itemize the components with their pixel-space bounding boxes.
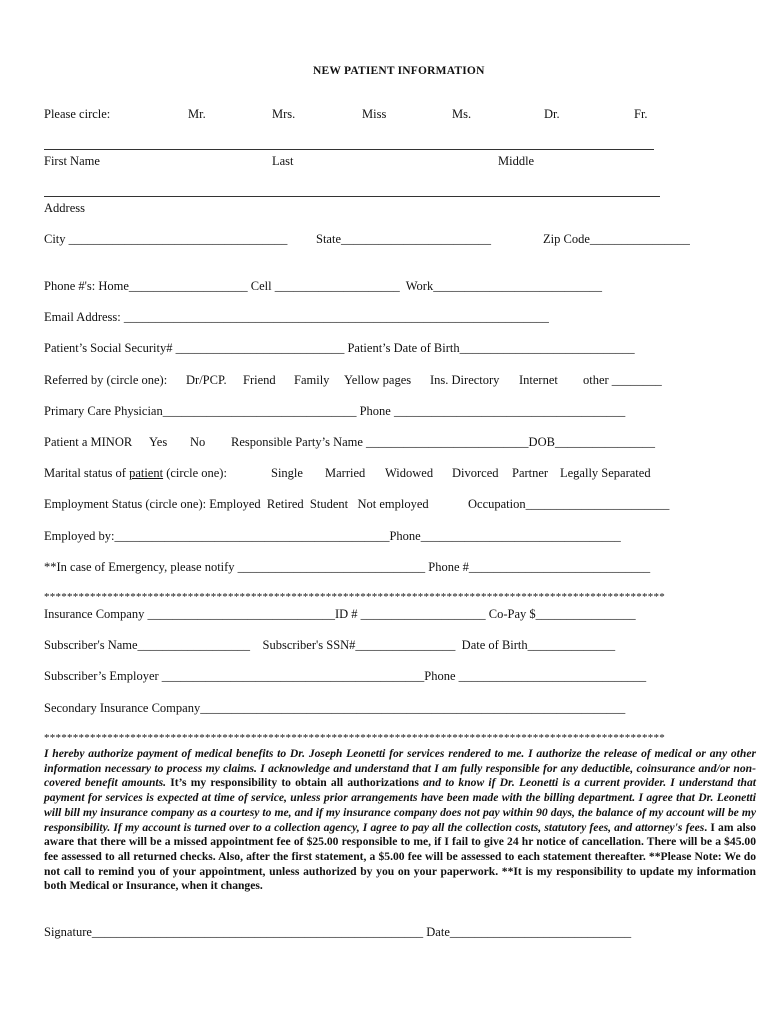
pcp-field[interactable]: Primary Care Physician_______________________________ Phone _____________________________________ xyxy=(44,404,626,418)
marital-option-widowed[interactable]: Widowed xyxy=(385,466,434,480)
zip-field[interactable]: Zip Code________________ xyxy=(543,232,690,246)
subscriber-field[interactable]: Subscriber's Name__________________ Subscriber's SSN#________________ Date of Birth______________ xyxy=(44,638,616,652)
title-option-dr[interactable]: Dr. xyxy=(544,107,560,121)
referred-option-ins-directory[interactable]: Ins. Directory xyxy=(430,373,500,387)
referred-option-other[interactable]: other ________ xyxy=(583,373,662,387)
address-line[interactable] xyxy=(44,196,660,197)
separator-stars-1: ************************************************************************************************************ xyxy=(44,592,665,603)
minor-no-option[interactable]: No xyxy=(190,435,206,449)
referred-option-yellow-pages[interactable]: Yellow pages xyxy=(344,373,412,387)
authorization-paragraph xyxy=(44,747,756,894)
please-circle-label: Please circle: xyxy=(44,107,111,121)
responsible-party-field[interactable]: Responsible Party’s Name __________________________DOB________________ xyxy=(231,435,655,449)
title-option-fr[interactable]: Fr. xyxy=(634,107,648,121)
employment-status-field[interactable]: Employment Status (circle one): Employed Retired Student Not employed xyxy=(44,497,429,511)
referred-option-family[interactable]: Family xyxy=(294,373,330,387)
auth-text-4: . I am also aware that there will be a missed appointment fee of $25.00 responsible to me, if I fail to give 24 hr notice of cancellation. There will be a $45.00 fee assessed to all returned checks. Also, after the first statement, a $5.00 fee will be assessed to each statement thereafter. **Please Note: We do not call to remind you of your appointment, unless authorized by you on your paperwork. **It is my responsibility to update my information both Medical or Insurance, when it changes. xyxy=(44,820,756,893)
state-field[interactable]: State________________________ xyxy=(316,232,491,246)
last-name-label: Last xyxy=(272,154,294,168)
title-option-miss[interactable]: Miss xyxy=(362,107,387,121)
insurance-company-field[interactable]: Insurance Company ______________________________ID # ____________________ Co-Pay $________________ xyxy=(44,607,636,621)
middle-name-label: Middle xyxy=(498,154,535,168)
referred-option-pcp[interactable]: Dr/PCP. xyxy=(186,373,227,387)
subscriber-employer-field[interactable]: Subscriber’s Employer __________________________________________Phone ______________________________ xyxy=(44,669,647,683)
minor-label: Patient a MINOR xyxy=(44,435,133,449)
employed-by-field[interactable]: Employed by:____________________________________________Phone________________________________ xyxy=(44,529,621,543)
marital-label-post: (circle one): xyxy=(163,466,227,480)
separator-stars-2: ************************************************************************************************************ xyxy=(44,733,665,744)
referred-option-friend[interactable]: Friend xyxy=(243,373,276,387)
marital-label xyxy=(44,467,227,480)
ssn-dob-field[interactable]: Patient’s Social Security# ___________________________ Patient’s Date of Birth____________________________ xyxy=(44,341,635,355)
signature-date-field[interactable]: Signature_____________________________________________________ Date_____________________________ xyxy=(44,925,632,939)
referred-option-internet[interactable]: Internet xyxy=(519,373,558,387)
marital-option-partner[interactable]: Partner xyxy=(512,466,549,480)
marital-option-single[interactable]: Single xyxy=(271,466,303,480)
marital-label-pre: Marital status of xyxy=(44,466,130,480)
emergency-contact-field[interactable]: **In case of Emergency, please notify ______________________________ Phone #_____________________________ xyxy=(44,560,651,574)
city-field[interactable]: City ___________________________________ xyxy=(44,232,288,246)
first-name-label: First Name xyxy=(44,154,100,168)
phones-field[interactable]: Phone #'s: Home___________________ Cell ____________________ Work___________________________ xyxy=(44,279,602,293)
address-label: Address xyxy=(44,201,85,215)
occupation-field[interactable]: Occupation_______________________ xyxy=(468,497,670,511)
marital-option-divorced[interactable]: Divorced xyxy=(452,466,499,480)
secondary-insurance-field[interactable]: Secondary Insurance Company____________________________________________________________________ xyxy=(44,701,626,715)
auth-text-2: It’s my responsibility to obtain all authorizations xyxy=(170,776,419,790)
page-title: NEW PATIENT INFORMATION xyxy=(313,65,485,77)
title-option-ms[interactable]: Ms. xyxy=(452,107,472,121)
marital-label-patient: patient xyxy=(129,466,164,480)
title-option-mr[interactable]: Mr. xyxy=(188,107,206,121)
referred-label: Referred by (circle one): xyxy=(44,373,168,387)
title-option-mrs[interactable]: Mrs. xyxy=(272,107,296,121)
marital-option-legally-separated[interactable]: Legally Separated xyxy=(560,466,651,480)
marital-option-married[interactable]: Married xyxy=(325,466,366,480)
minor-yes-option[interactable]: Yes xyxy=(149,435,168,449)
email-field[interactable]: Email Address: ____________________________________________________________________ xyxy=(44,310,549,324)
auth-text-3: and to know if Dr. Leonetti is a current provider. I understand that payment for services is expected at time of service, unless prior arrangements have been made with the billing department. I agree that Dr. Leonetti will bill my insurance company as a courtesy to me, and if my insurance company does not pay within 90 days, the balance of my account will be my responsibility. If my account is turned over to a collection agency, I agree to pay all the collection costs, statutory fees, and attorney's fees xyxy=(44,776,756,834)
auth-text-1: I hereby authorize payment of medical benefits to Dr. Joseph Leonetti for services rendered to me. I authorize the release of medical or any other information necessary to process my claims. I acknowledge and understand that I am fully responsible for any deductible, coinsurance and/or non-covered benefit amounts. xyxy=(44,747,756,790)
name-line[interactable] xyxy=(44,149,654,150)
